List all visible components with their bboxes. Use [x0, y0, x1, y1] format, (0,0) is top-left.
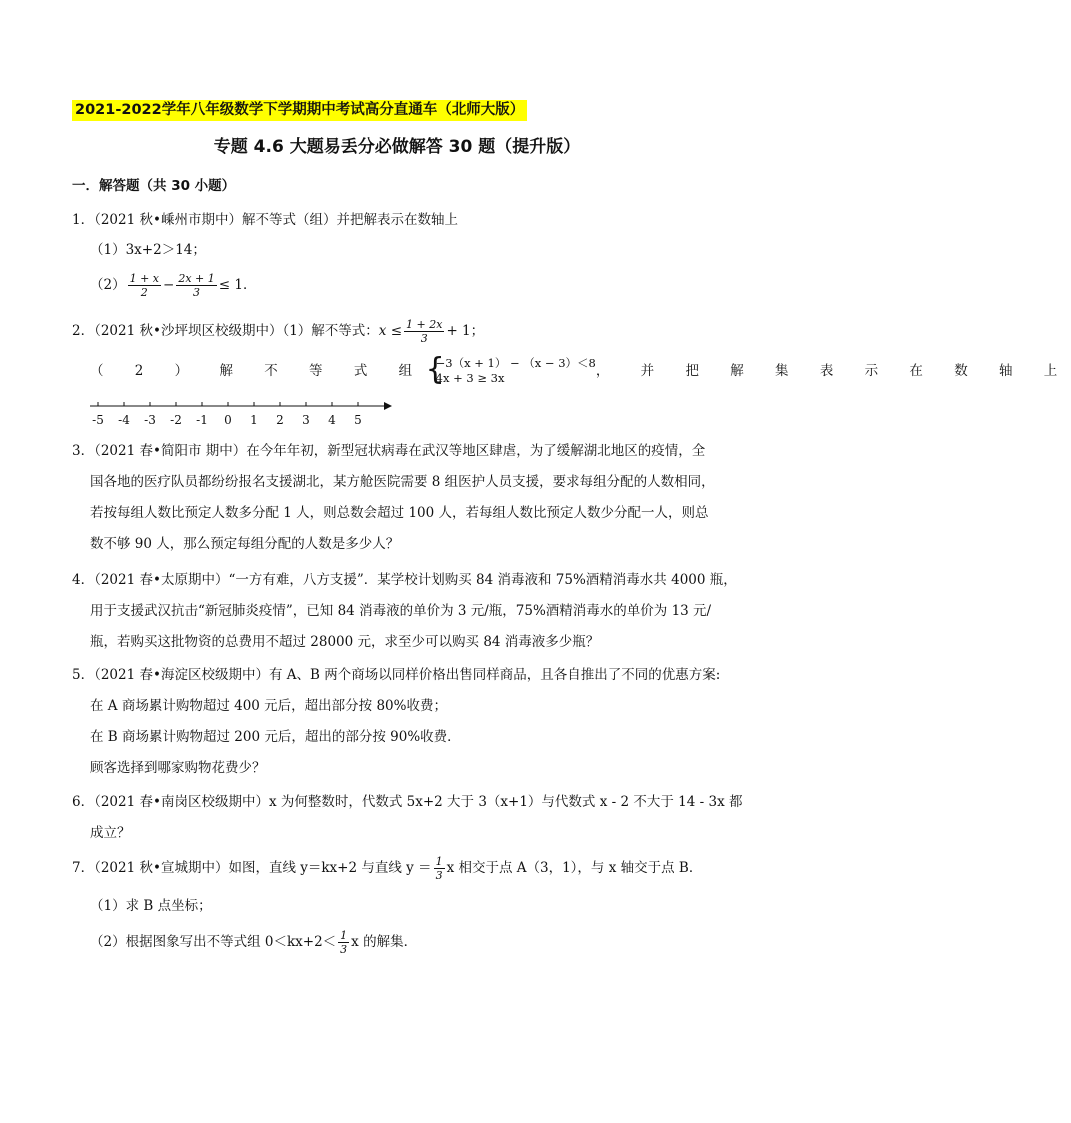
q7-fraction — [434, 855, 445, 882]
q1-part2-suffix: ≤ 1． — [218, 277, 257, 293]
number-line — [86, 396, 406, 432]
q1-fraction-1-denominator: 2 — [140, 285, 148, 299]
q4-line-2: 用于支援武汉抗击“新冠肺炎疫情”，已知 84 消毒液的单价为 3 元/瓶，75%酒精消毒水的单价为 13 元/ — [90, 603, 712, 619]
q7-stem-prefix: 7．（2021 秋•宣城期中）如图，直线 y＝kx+2 与直线 y ＝ — [72, 860, 432, 876]
header-band: 2021-2022学年八年级数学下学期期中考试高分直通车（北师大版） — [72, 100, 527, 121]
q1-fraction-2-numerator: 2x + 1 — [178, 271, 215, 285]
q5-line-4: 顾客选择到哪家购物花费少？ — [90, 760, 266, 776]
page-title: 专题 4.6 大题易丢分必做解答 30 题（提升版） — [213, 137, 581, 157]
q1-fraction-1 — [128, 272, 161, 299]
q7-part2-fraction-denominator: 3 — [340, 942, 348, 956]
q3-line-3: 若按每组人数比预定人数多分配 1 人，则总数会超过 100 人，若每组人数比预定人数少分配一人，则总 — [90, 505, 709, 521]
q2-brace-icon: { — [425, 352, 445, 387]
q1-stem: 1．（2021 秋•嵊州市期中）解不等式（组）并把解表示在数轴上 — [72, 212, 458, 228]
q1-fraction-1-numerator: 1 + x — [129, 271, 160, 285]
q2-part2-prefix: （ 2 ） 解 不 等 式 组 — [90, 363, 426, 379]
q2-x-le: x ≤ — [378, 323, 403, 339]
q2-part2 — [90, 352, 1071, 388]
q2-system-line-2: 4x + 3 ≥ 3x — [435, 371, 505, 385]
q3-line-1: 3．（2021 春•简阳市 期中）在今年年初，新型冠状病毒在武汉等地区肆虐，为了缓解湖北地区的疫情，全 — [72, 443, 706, 459]
q1-minus-sign: − — [163, 277, 175, 293]
number-line-label: 4 — [328, 413, 336, 427]
q4-line-3: 瓶，若购买这批物资的总费用不超过 28000 元，求至少可以购买 84 消毒液多少瓶？ — [90, 634, 600, 650]
q1-part2 — [90, 268, 256, 302]
q1-fraction-2 — [176, 272, 216, 299]
q6-line-1: 6．（2021 春•南岗区校级期中）x 为何整数时，代数式 5x+2 大于 3（x+1）与代数式 x - 2 不大于 14 - 3x 都 — [72, 794, 743, 810]
q7-fraction-numerator: 1 — [435, 854, 443, 868]
q2-stem-suffix: + 1； — [446, 323, 485, 339]
number-line-label: 1 — [250, 413, 258, 427]
q5-line-2: 在 A 商场累计购物超过 400 元后，超出部分按 80%收费； — [90, 698, 447, 714]
q7-part2 — [90, 925, 417, 959]
q2-inequality-system — [425, 352, 596, 387]
q2-stem — [72, 314, 484, 348]
q6-line-2: 成立？ — [90, 825, 131, 841]
number-line-label: 2 — [276, 413, 284, 427]
q7-stem — [72, 851, 702, 885]
q1-fraction-2-denominator: 3 — [193, 285, 201, 299]
q7-part2-fraction — [338, 929, 349, 956]
number-line-label: -1 — [196, 413, 208, 427]
number-line-label: -4 — [118, 413, 130, 427]
q4-line-1: 4．（2021 春•太原期中）“一方有难，八方支援”．某学校计划购买 84 消毒液和 75%酒精消毒水共 4000 瓶， — [72, 572, 737, 588]
q2-stem-prefix: 2．（2021 秋•沙坪坝区校级期中）（1）解不等式： — [72, 323, 379, 339]
number-line-label: -5 — [92, 413, 104, 427]
q2-fraction — [404, 318, 444, 345]
number-line-label: -3 — [144, 413, 156, 427]
number-line-label: 5 — [354, 413, 362, 427]
q3-line-2: 国各地的医疗队员都纷纷报名支援湖北，某方舱医院需要 8 组医护人员支援，要求每组分配的人数相同， — [90, 474, 715, 490]
q2-part2-suffix: ， 并 把 解 集 表 示 在 数 轴 上 — [595, 363, 1071, 379]
q7-part2-suffix: x 的解集． — [351, 934, 418, 950]
number-line-label: -2 — [170, 413, 182, 427]
number-line-label: 3 — [302, 413, 310, 427]
q2-fraction-numerator: 1 + 2x — [406, 317, 443, 331]
q7-fraction-denominator: 3 — [435, 868, 443, 882]
q1-part2-prefix: （2） — [90, 277, 126, 293]
number-line-arrow-icon — [384, 402, 392, 410]
q7-part2-prefix: （2）根据图象写出不等式组 0＜kx+2＜ — [90, 934, 337, 950]
q5-line-3: 在 B 商场累计购物超过 200 元后，超出的部分按 90%收费． — [90, 729, 461, 745]
q2-system-line-1: −3（x + 1） − （x − 3）＜8 — [435, 356, 596, 370]
section-heading: 一．解答题（共 30 小题） — [72, 178, 236, 194]
q7-part2-fraction-numerator: 1 — [340, 928, 348, 942]
q5-line-1: 5．（2021 春•海淀区校级期中）有 A、B 两个商场以同样价格出售同样商品，且各自推出了不同的优惠方案: — [72, 667, 721, 683]
q2-fraction-denominator: 3 — [420, 331, 428, 345]
q1-part1: （1）3x+2＞14； — [90, 242, 206, 258]
q7-stem-suffix: x 相交于点 A（3，1），与 x 轴交于点 B． — [446, 860, 703, 876]
number-line-label: 0 — [224, 413, 232, 427]
q7-part1: （1）求 B 点坐标； — [90, 898, 212, 914]
q3-line-4: 数不够 90 人，那么预定每组分配的人数是多少人？ — [90, 536, 400, 552]
